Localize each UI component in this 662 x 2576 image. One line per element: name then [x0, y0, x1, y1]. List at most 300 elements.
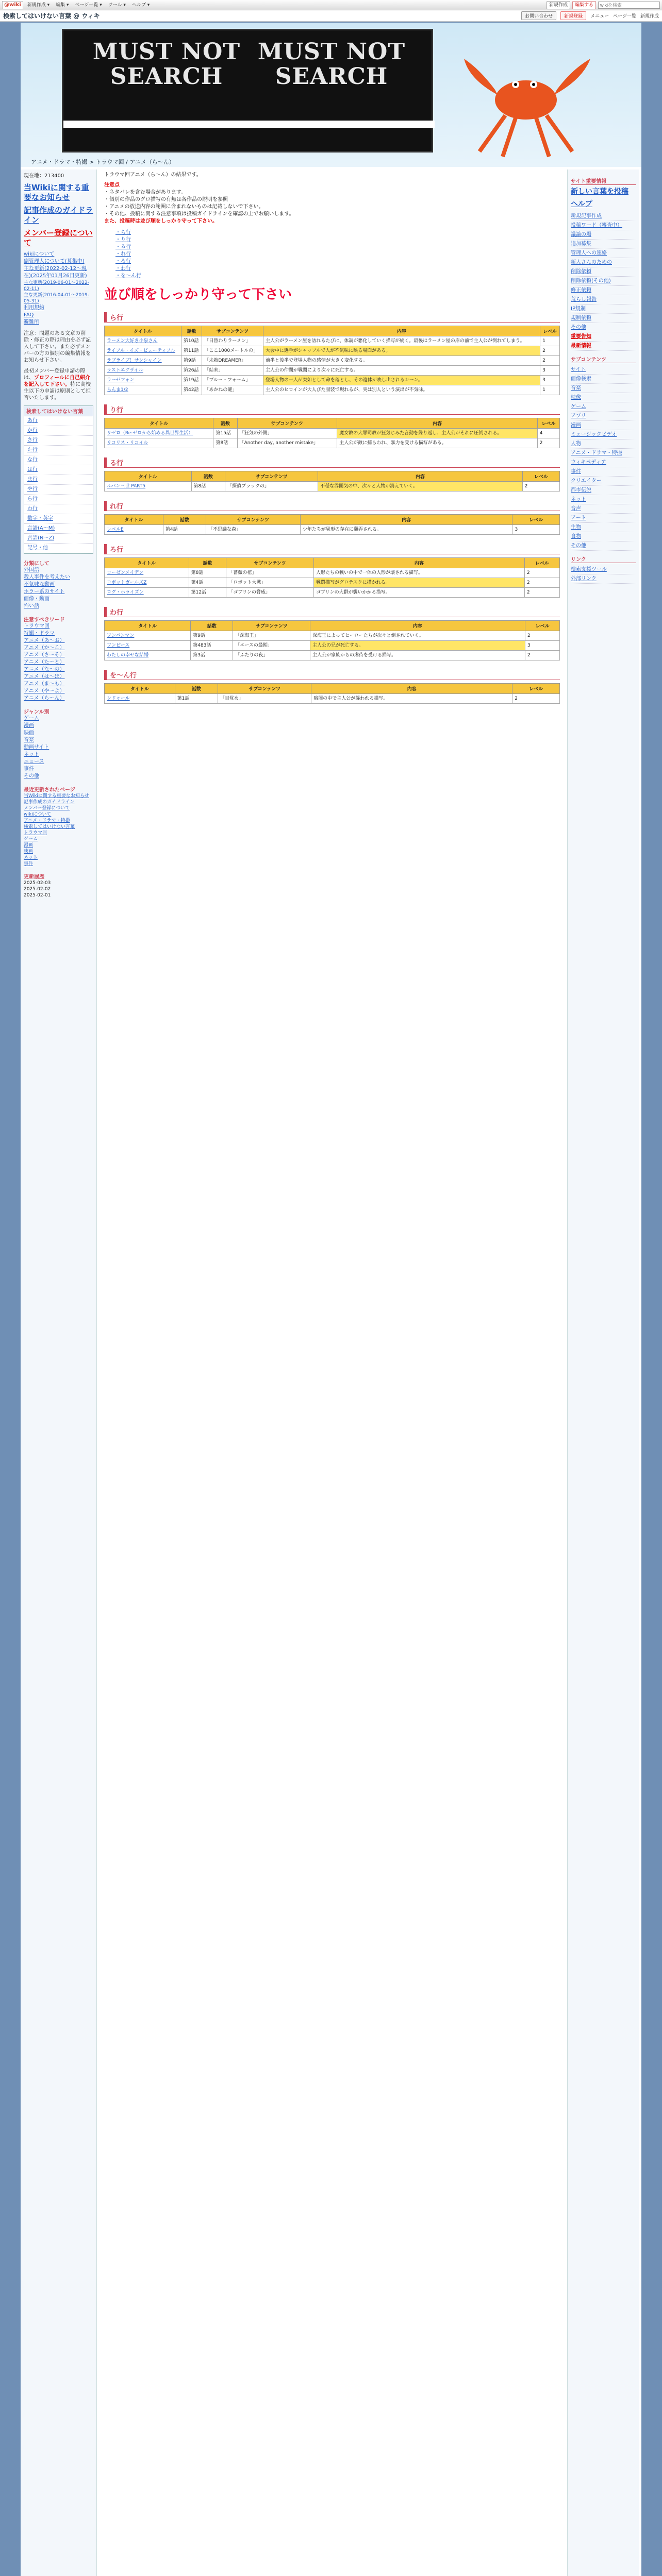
section-heading: を〜ん行	[104, 670, 560, 680]
category-item	[24, 596, 93, 603]
recent-page-item-label[interactable]: 映画	[24, 849, 34, 854]
genre-item	[24, 722, 93, 730]
registration-note	[24, 368, 93, 401]
word-index-item	[24, 426, 93, 436]
word-index-box	[24, 405, 93, 554]
refuge-link[interactable]: 避難所	[24, 319, 39, 325]
caution-item	[24, 673, 93, 681]
table-row	[105, 385, 560, 395]
genre-item-label[interactable]: ゲーム	[24, 716, 39, 721]
sub-content-item[interactable]: ネット	[571, 495, 636, 504]
registration-note-pre: 最初メンバー登録申請の際は、	[24, 368, 86, 381]
cell-level: 2	[525, 651, 560, 660]
header-banner[interactable]	[62, 29, 433, 152]
toc-entry	[115, 244, 560, 251]
cell-level: 2	[525, 631, 560, 641]
sub-content-item[interactable]: 音声	[571, 504, 636, 514]
recent-page-item-label[interactable]: アニメ・ドラマ・特撮	[24, 818, 70, 823]
registration-note-em: プロフィールに自己紹介を記入して下さい。	[24, 375, 90, 387]
category-item-label[interactable]: 不気味な動画	[24, 582, 55, 587]
cell-level: 3	[512, 525, 560, 535]
sub-content-item[interactable]: ミュージックビデオ	[571, 430, 636, 439]
cell-title	[105, 438, 213, 448]
table-row	[105, 429, 560, 438]
cell-title	[105, 429, 213, 438]
cell-subtitle: 「あかねの謎」	[202, 385, 263, 395]
cell-level: 1	[540, 336, 560, 346]
toc-link[interactable]: ・を〜ん行	[115, 273, 141, 279]
column-header: 話数	[175, 684, 218, 694]
caution-item-label[interactable]: アニメ（な〜の）	[24, 667, 65, 672]
column-header: レベル	[540, 326, 560, 336]
sub-content-item[interactable]: クリエイター	[571, 477, 636, 486]
page-list-link[interactable]: ページ一覧	[613, 14, 636, 19]
site-info-item[interactable]: 削除依頼	[571, 267, 636, 277]
updates-link[interactable]: 主な更新(2022-02-12〜現在)(2025年01月26日更新)	[24, 266, 87, 279]
genre-item-label[interactable]: 映画	[24, 730, 34, 736]
sub-content-item[interactable]: ウィキペディア	[571, 458, 636, 467]
word-index-item-label[interactable]: わ行	[27, 506, 38, 512]
member-registration-link[interactable]: メンバー登録について	[24, 228, 93, 247]
history-date-label: 2025-02-02	[24, 887, 51, 892]
register-button[interactable]: 新規登録	[560, 11, 586, 20]
cell-description: 前半と後半で登場人物の感情が大きく変化する。	[263, 356, 540, 366]
trauma-episode-table	[104, 514, 560, 535]
cell-subtitle: 「不思議な森」	[206, 525, 301, 535]
site-info-item[interactable]: IP規制	[571, 304, 636, 314]
cell-subtitle: 「深海王」	[233, 631, 310, 641]
work-title-link[interactable]: ライフル・イズ・ビューティフル	[107, 348, 175, 353]
menu-new[interactable]: 新規作成 ▾	[27, 2, 50, 8]
work-title-link[interactable]: わたしの幸せな結婚	[107, 653, 149, 658]
caution-item-label[interactable]: アニメ（ら〜ん）	[24, 696, 65, 701]
cell-subtitle: 「ロボット大戦」	[226, 578, 314, 588]
trauma-episode-table	[104, 418, 560, 448]
important-link[interactable]: 重要告知	[571, 332, 636, 342]
section-heading: ろ行	[104, 544, 560, 554]
word-index-item	[24, 475, 93, 485]
column-header: レベル	[525, 621, 560, 631]
cell-subtitle: 「ブルー・フォーム」	[202, 376, 263, 385]
genre-item	[24, 758, 93, 766]
column-header: 話数	[191, 621, 233, 631]
table-row	[105, 366, 560, 376]
toc-link[interactable]: ・り行	[115, 237, 131, 243]
toc-link[interactable]: ・わ行	[115, 266, 131, 272]
external-link-item[interactable]: 外部リンク	[571, 574, 636, 584]
site-info-item[interactable]: 削除依頼(その他)	[571, 277, 636, 286]
table-row	[105, 694, 560, 704]
cell-title	[105, 356, 181, 366]
cell-subtitle: 「未熟DREAMER」	[202, 356, 263, 366]
breadcrumb[interactable]: アニメ・ドラマ・特撮 > トラウマ回 / アニメ（ら〜ん）	[31, 159, 175, 165]
cell-subtitle: 「ゴブリンの脅威」	[226, 588, 314, 598]
sub-content-item[interactable]: 漫画	[571, 421, 636, 430]
cell-level: 3	[525, 641, 560, 651]
cell-episode: 第42話	[181, 385, 202, 395]
left-sidebar	[21, 170, 97, 2576]
sub-content-item[interactable]: 生物	[571, 523, 636, 532]
edit-note: 注意：問題のある文章の削除・修正の際は理由を必ず記入して下さい。また必ずメンバーの方の個別の編集情報をお知らせ下さい。	[24, 331, 91, 363]
sub-content-item[interactable]: その他	[571, 541, 636, 551]
cell-level: 2	[522, 482, 559, 492]
column-header: サブコンテンツ	[218, 684, 311, 694]
table-of-contents	[115, 229, 560, 280]
old-updates-link-2[interactable]: 主な更新(2016-04-01〜2019-05-31)	[24, 293, 89, 304]
section-heading: ら行	[104, 312, 560, 323]
top-toolbar	[0, 0, 662, 10]
cell-description: 不穏な雰囲気の中、次々と人物が消えていく。	[318, 482, 523, 492]
recent-page-item	[24, 842, 93, 849]
cell-level: 2	[524, 578, 559, 588]
site-info-item[interactable]: 管理人への連絡	[571, 249, 636, 258]
work-title-link[interactable]: リコリス・リコイル	[107, 440, 148, 446]
cell-subtitle: 「薔薇の棺」	[226, 568, 314, 578]
column-header: レベル	[537, 418, 559, 429]
category-item	[24, 574, 93, 581]
sub-admin-link[interactable]: 副管理人について(募集中)	[24, 259, 85, 264]
cell-title	[105, 694, 175, 704]
word-index-item-label[interactable]: は行	[27, 467, 38, 472]
sub-content-item[interactable]: 事件	[571, 467, 636, 477]
caution-item-label[interactable]: アニメ（や〜よ）	[24, 688, 65, 694]
recent-page-item	[24, 836, 93, 842]
caution-item-label[interactable]: アニメ（か〜こ）	[24, 645, 65, 651]
sub-content-item[interactable]: 映像	[571, 393, 636, 402]
section-heading: り行	[104, 404, 560, 415]
site-info-item[interactable]: 新人さんのための	[571, 258, 636, 267]
work-title-link[interactable]: ロボットガールズZ	[107, 580, 147, 585]
caution-item-label[interactable]: 特撮・ドラマ	[24, 631, 55, 636]
recent-page-item-label[interactable]: wikiについて	[24, 812, 52, 817]
column-header: タイトル	[105, 558, 189, 568]
submit-word-link[interactable]: 新しい言葉を投稿	[571, 188, 628, 196]
cell-description: ゴブリンの大群が襲いかかる描写。	[314, 588, 525, 598]
column-header: 内容	[300, 515, 512, 525]
cell-title	[105, 588, 189, 598]
column-header: タイトル	[105, 621, 191, 631]
column-header: タイトル	[105, 418, 213, 429]
word-index-item	[24, 524, 93, 534]
category-item-label[interactable]: ホラー系のサイト	[24, 589, 65, 595]
caution-item-label[interactable]: アニメ（た〜と）	[24, 659, 65, 665]
cell-episode: 第12話	[189, 588, 226, 598]
cell-level: 3	[540, 366, 560, 376]
column-header: 内容	[263, 326, 540, 336]
sub-content-item[interactable]: 食物	[571, 532, 636, 541]
work-title-link[interactable]: らんま1/2	[107, 387, 128, 393]
toc-link[interactable]: ・ら行	[115, 230, 131, 235]
recent-page-item-label[interactable]: 漫画	[24, 843, 34, 848]
category-item-label[interactable]: 画像・動画	[24, 596, 49, 602]
cell-title	[105, 346, 181, 356]
menu-page-list[interactable]: ページ一覧 ▾	[75, 2, 102, 8]
about-wiki-link[interactable]: wikiについて	[24, 251, 55, 257]
recent-page-item-label[interactable]: ネット	[24, 855, 38, 860]
work-title-link[interactable]: ワンピース	[107, 643, 130, 648]
site-info-item[interactable]: 新規記事作成	[571, 212, 636, 221]
cell-subtitle: 「狂気の外側」	[237, 429, 337, 438]
caution-item	[24, 681, 93, 688]
caution-item	[24, 630, 93, 637]
word-index-item	[24, 436, 93, 446]
category-item	[24, 581, 93, 588]
sub-content-item[interactable]: ゲーム	[571, 402, 636, 412]
genre-item-label[interactable]: 動画サイト	[24, 744, 49, 750]
external-link-item[interactable]: 検索支援ツール	[571, 565, 636, 574]
column-header: 話数	[213, 418, 237, 429]
terms-link[interactable]: 利用規約	[24, 305, 44, 311]
sub-content-item[interactable]: 人物	[571, 439, 636, 449]
column-header: 内容	[314, 558, 525, 568]
table-row	[105, 631, 560, 641]
sub-content-item[interactable]: サイト	[571, 365, 636, 375]
word-index-item	[24, 416, 93, 426]
notice-line: ・ネタバレを含む場合があります。	[104, 190, 187, 195]
word-index-item-label[interactable]: 言語(A〜M)	[27, 526, 55, 531]
recent-page-item-label[interactable]: 記事作成のガイドライン	[24, 800, 75, 805]
site-info-item[interactable]: 荒らし報告	[571, 295, 636, 304]
old-updates-link-1[interactable]: 主な更新(2019-06-01〜2022-02-11)	[24, 280, 89, 292]
site-info-item[interactable]: 規制依頼	[571, 314, 636, 323]
history-date	[24, 892, 93, 899]
recent-page-item-label[interactable]: ゲーム	[24, 837, 38, 842]
work-title-link[interactable]: ログ・ホライズン	[107, 590, 144, 595]
toc-entry	[115, 265, 560, 273]
faq-link[interactable]: FAQ	[24, 312, 34, 318]
work-title-link[interactable]: ラーゼフォン	[107, 378, 135, 383]
sub-content-item[interactable]: アニメ・ドラマ・特撮	[571, 449, 636, 458]
word-index-item-label[interactable]: か行	[27, 428, 38, 433]
recent-page-item	[24, 799, 93, 805]
banner-text-left: MUST NOT SEARCH	[92, 39, 241, 90]
work-title-link[interactable]: ンドゥール	[107, 696, 130, 701]
table-row	[105, 482, 560, 492]
cell-description: 人形たちの戦いの中で一体の人形が壊される描写。	[314, 568, 525, 578]
site-info-item[interactable]: 修正依頼	[571, 286, 636, 295]
notice-red: また、投稿時は並び順をしっかり守って下さい。	[104, 218, 218, 224]
table-row	[105, 346, 560, 356]
trauma-episode-table	[104, 326, 560, 395]
toc-entry	[115, 251, 560, 258]
word-index-item-label[interactable]: あ行	[27, 418, 38, 423]
genre-item-label[interactable]: ネット	[24, 752, 39, 757]
genre-item-label[interactable]: 事件	[24, 766, 34, 772]
work-title-link[interactable]: ラーメン大好き小泉さん	[107, 338, 158, 344]
word-index-item	[24, 446, 93, 455]
table-row	[105, 336, 560, 346]
caution-item-label[interactable]: アニメ（さ〜そ）	[24, 652, 65, 658]
table-row	[105, 376, 560, 385]
genre-item-label[interactable]: 漫画	[24, 723, 34, 728]
column-header: サブコンテンツ	[202, 326, 263, 336]
caution-item-label[interactable]: アニメ（は〜ほ）	[24, 674, 65, 680]
column-header: 内容	[318, 471, 523, 482]
sub-content-item[interactable]: アプリ	[571, 412, 636, 421]
edit-button[interactable]: 編集する	[572, 1, 596, 9]
work-title-link[interactable]: ラストエグザイル	[107, 368, 143, 373]
recent-page-item-label[interactable]: 事件	[24, 861, 34, 867]
cell-description: 主人公が家族からの虐待を受ける描写。	[310, 651, 525, 660]
cell-episode: 第8話	[189, 568, 226, 578]
important-notice-link[interactable]: 当Wikiに関する重要なお知らせ	[24, 183, 89, 202]
caution-item-label[interactable]: トラウマ回	[24, 623, 49, 629]
main-content	[102, 170, 562, 2576]
sub-content-item[interactable]: 画像検索	[571, 375, 636, 384]
work-title-link[interactable]: リゼロ（Re:ゼロから始める異世界生活）	[107, 431, 193, 436]
right-sidebar	[567, 170, 639, 2576]
word-index-item-label[interactable]: さ行	[27, 437, 38, 443]
menu-help[interactable]: ヘルプ ▾	[131, 2, 150, 8]
cell-level: 2	[524, 588, 559, 598]
word-index-item-label[interactable]: ま行	[27, 477, 38, 482]
search-input[interactable]	[598, 2, 660, 9]
cell-level: 2	[540, 346, 560, 356]
cell-description: 主人公の兄が死亡する。	[310, 641, 525, 651]
column-header: サブコンテンツ	[206, 515, 301, 525]
cell-description: 戦闘描写がグロテスクに描かれる。	[314, 578, 525, 588]
category-item-label[interactable]: 怖い話	[24, 603, 39, 609]
word-index-item-label[interactable]: ら行	[27, 496, 38, 502]
genre-item-label[interactable]: 音楽	[24, 737, 34, 743]
recent-page-item-label[interactable]: トラウマ回	[24, 831, 47, 836]
toc-link[interactable]: ・れ行	[115, 251, 131, 257]
cell-episode: 第15話	[213, 429, 237, 438]
page-frame	[21, 23, 641, 2576]
site-info-item[interactable]: 投稿ワード（審査中）	[571, 221, 636, 230]
column-header: 話数	[189, 558, 226, 568]
cell-title	[105, 336, 181, 346]
work-title-link[interactable]: ローゼンメイデン	[107, 570, 144, 575]
category-item-label[interactable]: 外国語	[24, 567, 39, 573]
recent-page-item	[24, 793, 93, 799]
counter-line: 現在地：213400	[24, 173, 64, 179]
cell-episode: 第1話	[175, 694, 218, 704]
category-item-label[interactable]: 殺人事件を考えたい	[24, 574, 70, 580]
cell-episode: 第10話	[181, 336, 202, 346]
section-heading: る行	[104, 457, 560, 468]
column-header: タイトル	[105, 515, 163, 525]
word-index-item-label[interactable]: な行	[27, 457, 38, 463]
work-title-link[interactable]: ルパン三世 PART5	[107, 484, 146, 489]
site-name[interactable]: 検索してはいけない言葉 @ ウィキ	[3, 12, 100, 20]
sub-content-item[interactable]: 音楽	[571, 384, 636, 393]
column-header: 話数	[191, 471, 225, 482]
links-title: リンク	[571, 555, 636, 563]
word-index-item-label[interactable]: 言語(N〜Z)	[27, 535, 55, 541]
trauma-episode-table	[104, 557, 560, 598]
toc-link[interactable]: ・る行	[115, 244, 131, 250]
menu-link[interactable]: メニュー	[590, 14, 609, 19]
toc-link[interactable]: ・ろ行	[115, 259, 131, 264]
column-header: レベル	[512, 684, 560, 694]
cell-subtitle: 「目覚め」	[218, 694, 311, 704]
crab-mascot-icon	[449, 43, 603, 162]
guideline-link[interactable]: 記事作成のガイドライン	[24, 206, 93, 225]
cell-episode: 第4話	[189, 578, 226, 588]
word-index-item-label[interactable]: た行	[27, 447, 38, 453]
word-index-item-label[interactable]: 記号・他	[27, 545, 48, 551]
recent-page-item	[24, 805, 93, 811]
work-title-link[interactable]: ラブライブ！サンシャイン	[107, 358, 162, 363]
recent-page-item-label[interactable]: メンバー登録について	[24, 806, 70, 811]
cell-description: 登場人物の一人が突如として命を落とし、その遺体が映し出されるシーン。	[263, 376, 540, 385]
recent-page-item	[24, 824, 93, 830]
sub-content-item[interactable]: 都市伝説	[571, 486, 636, 495]
cell-episode: 第483話	[191, 641, 233, 651]
menu-edit[interactable]: 編集 ▾	[56, 2, 69, 8]
registration-note-post: 特に高校生以下の申請は原則として拒否いたします。	[24, 382, 91, 401]
genre-item	[24, 766, 93, 773]
create-button[interactable]: 新規作成	[547, 1, 570, 9]
site-info-item[interactable]: その他	[571, 323, 636, 332]
latest-link[interactable]: 最新情報	[571, 342, 636, 351]
word-index-item-label[interactable]: や行	[27, 486, 38, 492]
cell-subtitle: 「日替わりラーメン」	[202, 336, 263, 346]
help-link[interactable]: ヘルプ	[571, 200, 592, 208]
order-warning-title: 並び順をしっかり守って下さい	[104, 287, 292, 302]
site-info-title: サイト重要情報	[571, 177, 636, 185]
genre-item-label[interactable]: その他	[24, 773, 39, 779]
genre-item	[24, 751, 93, 758]
cell-title	[105, 376, 181, 385]
caution-item-label[interactable]: アニメ（ま〜も）	[24, 681, 65, 687]
site-info-item[interactable]: 議論の場	[571, 230, 636, 240]
cell-description: 少年たちが異形の存在に翻弄される。	[300, 525, 512, 535]
contact-button[interactable]: お問い合わせ	[521, 11, 556, 20]
notice-line: ・その他、投稿に関する注意事項は投稿ガイドラインを確認の上でお願いします。	[104, 211, 294, 217]
column-header: レベル	[524, 558, 559, 568]
genre-item	[24, 773, 93, 780]
toc-entry	[115, 236, 560, 244]
cell-description: 主人公のヒロインが大人びた服装で現れるが、実は別人という演出が不気味。	[263, 385, 540, 395]
menu-tools[interactable]: ツール ▾	[108, 2, 126, 8]
cell-description: 大会中に選手がシャッフルで人が不気味に映る場面がある。	[263, 346, 540, 356]
word-index-item-label[interactable]: 数字・英字	[27, 516, 53, 521]
genre-item-label[interactable]: ニュース	[24, 759, 44, 765]
cell-episode: 第9話	[191, 631, 233, 641]
sub-content-item[interactable]: アート	[571, 514, 636, 523]
word-index-title: 検索してはいけない言葉	[24, 406, 93, 416]
table-row	[105, 356, 560, 366]
history-title: 更新履歴	[24, 874, 44, 880]
recent-page-item-label[interactable]: 当Wikiに関する重要なお知らせ	[24, 793, 89, 799]
word-index-item	[24, 495, 93, 504]
cell-title	[105, 631, 191, 641]
caution-item	[24, 695, 93, 702]
site-bar	[0, 10, 662, 22]
new-page-link[interactable]: 新規作成	[640, 14, 659, 19]
notice-line: ・アニメの放送内容の範囲に含まれないものは記載しないで下さい。	[104, 204, 264, 210]
caution-item-label[interactable]: アニメ（あ〜お）	[24, 638, 65, 643]
work-title-link[interactable]: レベルE	[107, 527, 124, 532]
toc-entry	[115, 273, 560, 280]
trauma-episode-table	[104, 683, 560, 704]
trauma-episode-table	[104, 471, 560, 492]
site-header	[21, 23, 641, 167]
recent-page-item-label[interactable]: 検索してはいけない言葉	[24, 824, 75, 829]
work-title-link[interactable]: ワンパンマン	[107, 633, 135, 638]
table-header-row	[105, 471, 560, 482]
site-info-item[interactable]: 追加募集	[571, 240, 636, 249]
cell-description: 暗闇の中で主人公が襲われる描写。	[311, 694, 512, 704]
category-item	[24, 588, 93, 596]
cell-level: 4	[537, 429, 559, 438]
table-header-row	[105, 418, 560, 429]
site-logo[interactable]: @wiki	[2, 1, 23, 9]
table-header-row	[105, 621, 560, 631]
caution-item	[24, 659, 93, 666]
